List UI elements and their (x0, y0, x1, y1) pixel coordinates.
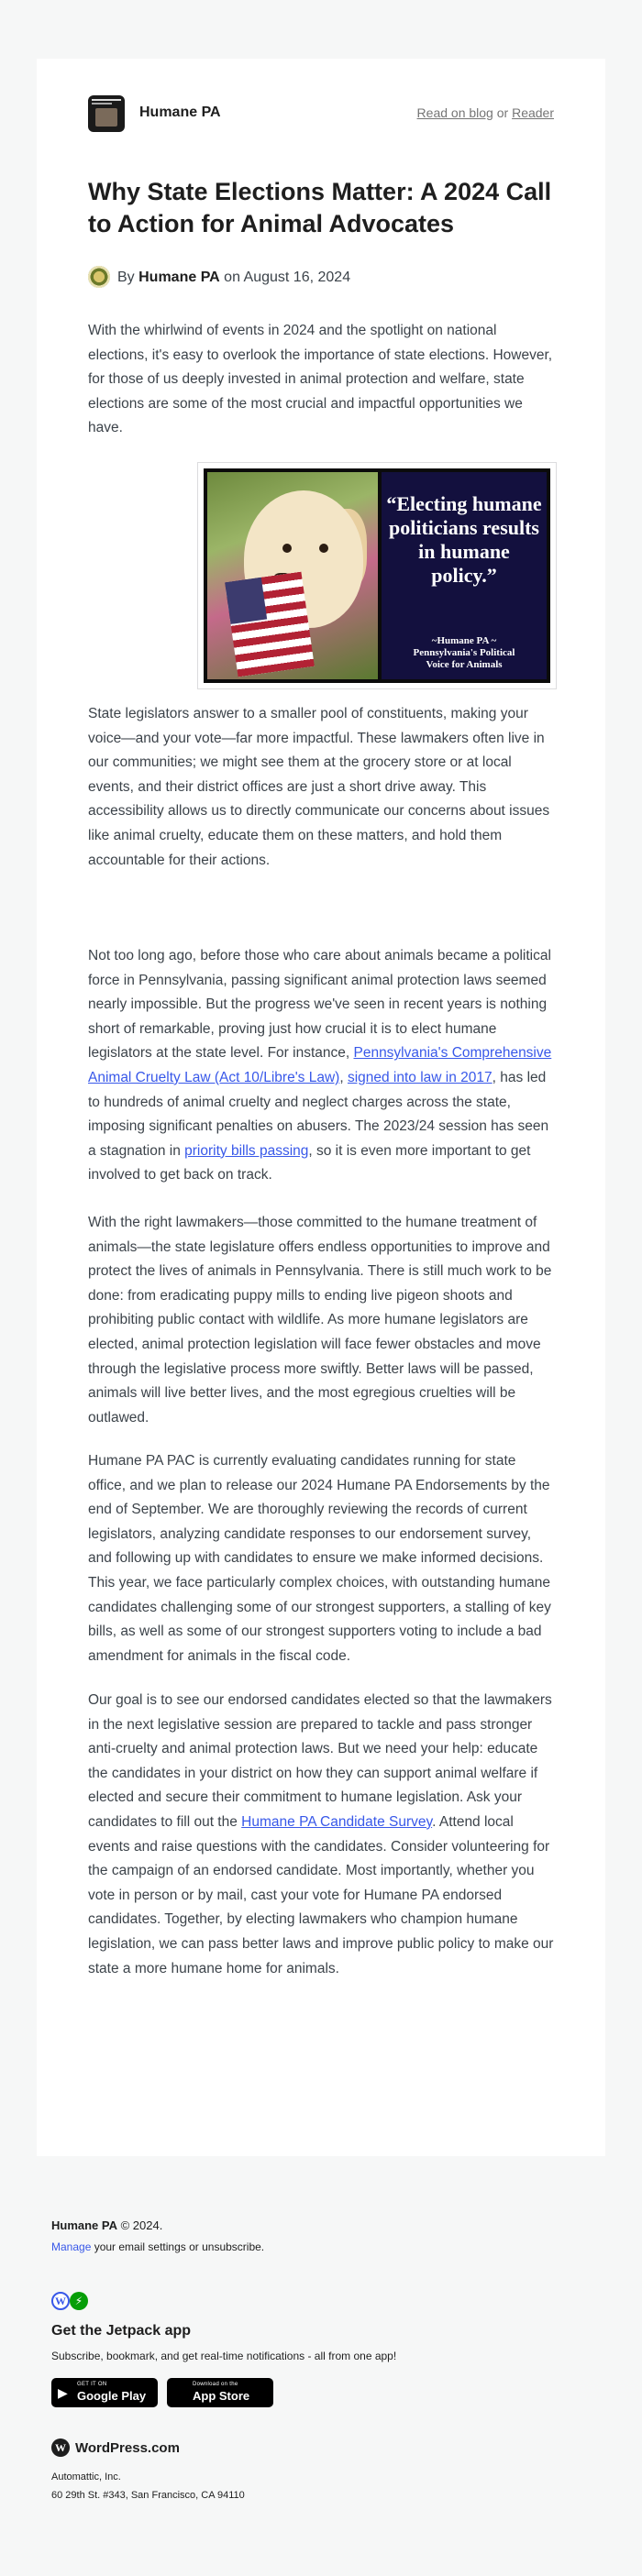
or-text: or (493, 105, 513, 120)
paragraph-1: With the whirlwind of events in 2024 and the spotlight on national elections, it's easy to overlook the importance of state elections. However, for those of us deeply invested in animal protection and welfare, state elections are some of the most crucial and impactful opportunities we have. (88, 323, 553, 436)
by-text: By (117, 270, 139, 285)
paragraph-4: With the right lawmakers—those committed to the humane treatment of animals—the state legislature offers endless opportunities to improve and protect the lives of animals in Pennsylvania. There is still much work to be done: from eradicating puppy mills to ending live pigeon shoots and prohibiting public contact with wildlife. As more humane legislators are elected, animal protection legislation will face fewer obstacles and move through the legislative process more swiftly. Better laws will be passed, animals will live better lives, and the most egregious cruelties will be outlawed. (88, 1215, 552, 1426)
jetpack-title: Get the Jetpack app (51, 2323, 192, 2339)
jetpack-subtitle: Subscribe, bookmark, and get real-time notifications - all from one app! (51, 2350, 397, 2362)
read-on-blog-link[interactable]: Read on blog (416, 105, 493, 120)
paragraph-2: State legislators answer to a smaller pool of constituents, making your voice—and your vote—far more impactful. These lawmakers often live in our communities; we might see them at the grocery store or at local events, and their district offices are just a short drive away. This accessibility allows us to directly communicate our concerns about issues like animal cruelty, educate them on these matters, and hold them accountable for their actions. (88, 706, 550, 868)
image-quote: “Electing humane politicians results in humane policy.” (386, 492, 542, 587)
google-play-button[interactable]: ▶ GET IT ON Google Play (51, 2378, 158, 2407)
wordpress-com-label: WordPress.com (75, 2440, 180, 2456)
author-avatar (88, 266, 110, 288)
company-address: 60 29th St. #343, San Francisco, CA 94110 (51, 2490, 245, 2501)
site-name[interactable]: Humane PA (139, 105, 221, 120)
app-store-button[interactable]: Download on the App Store (167, 2378, 273, 2407)
signed-into-law-link[interactable]: signed into law in 2017 (347, 1069, 493, 1085)
wordpress-com-brand[interactable] (51, 2438, 591, 2460)
manage-link[interactable]: Manage (51, 2240, 92, 2253)
byline (88, 262, 554, 292)
american-flag-icon (225, 572, 315, 677)
footer-copyright: Humane PA © 2024. (51, 2218, 163, 2232)
post-date: August 16, 2024 (243, 270, 351, 285)
email-card (37, 59, 605, 2156)
paragraph-5: Humane PA PAC is currently evaluating candidates running for state office, and we plan to release our 2024 Humane PA Endorsements by the end of September. We are thoroughly reviewing the records of current legislators, analyzing candidate responses to our endorsement survey, and following up with candidates to ensure we make informed decisions. This year, we face particularly complex choices, with outstanding humane candidates challenging some of our strongest supporters, a stalling of key bills, as well as some of our strongest supporters voting to include a bad amendment for animals in the fiscal code. (88, 1453, 551, 1664)
quote-panel (382, 472, 547, 679)
paragraph-3: Not too long ago, before those who care about animals became a political force in Pennsylvania, passing significant animal protection laws seemed nearly impossible. But the progress we've seen in recent years is nothing short of remarkable, proving just how crucial it is to elect humane legislators at the state level. For instance, Pennsylvania's Comprehensive Animal Cruelty Law (Act 10/Libre's Law), signed into law in 2017, has led to hundreds of animal cruelty and neglect charges across the state, imposing significant penalties on abusers. The 2023/24 session has seen a stagnation in priority bills passing, so it is even more important to get involved to get back on track. (88, 948, 552, 1183)
footer-manage: Manage your email settings or unsubscribe. (51, 2240, 265, 2253)
post-title[interactable]: Why State Elections Matter: A 2024 Call to Action for Animal Advocates (88, 178, 552, 237)
image-attribution: ~Humane PA ~ Pennsylvania's Political Voice for Animals (413, 635, 515, 670)
candidate-survey-link[interactable]: Humane PA Candidate Survey (241, 1813, 433, 1830)
reader-link[interactable]: Reader (512, 105, 554, 120)
app-icons (51, 2292, 591, 2314)
on-text: on (219, 270, 244, 285)
footer-site-name: Humane PA (51, 2218, 117, 2232)
google-play-icon: ▶ (58, 2385, 68, 2400)
dog-photo (207, 472, 378, 679)
email-header (88, 95, 554, 136)
wordpress-logo-icon: W (51, 2438, 70, 2457)
jetpack-icon: ⚡ (70, 2292, 88, 2310)
author-name: Humane PA (138, 270, 220, 285)
company-name: Automattic, Inc. (51, 2471, 121, 2482)
paragraph-6: Our goal is to see our endorsed candidates elected so that the lawmakers in the next legislative session are prepared to tackle and pass stronger anti-cruelty and animal protection laws. But we need your help: educate the candidates in your district on how they can support animal welfare if elected and secure their commitment to humane legislation. Ask your candidates to fill out the Humane PA Candidate Survey. Attend local events and raise questions with the candidates. Consider volunteering for the campaign of an endorsed candidate. Most importantly, whether you vote in person or by mail, cast your vote for Humane PA endorsed candidates. Together, by electing lawmakers who champion humane legislation, we can pass better laws and improve public policy to make our state a more humane home for animals. (88, 1692, 554, 1976)
header-links (417, 105, 554, 120)
site-logo[interactable] (88, 95, 125, 132)
priority-bills-link[interactable]: priority bills passing (184, 1142, 309, 1159)
animal-cruelty-law-link[interactable]: Pennsylvania's Comprehensive Animal Cruelty Law (Act 10/Libre's Law) (88, 1045, 552, 1085)
post-image[interactable] (197, 462, 557, 689)
wordpress-icon: W (51, 2292, 70, 2310)
